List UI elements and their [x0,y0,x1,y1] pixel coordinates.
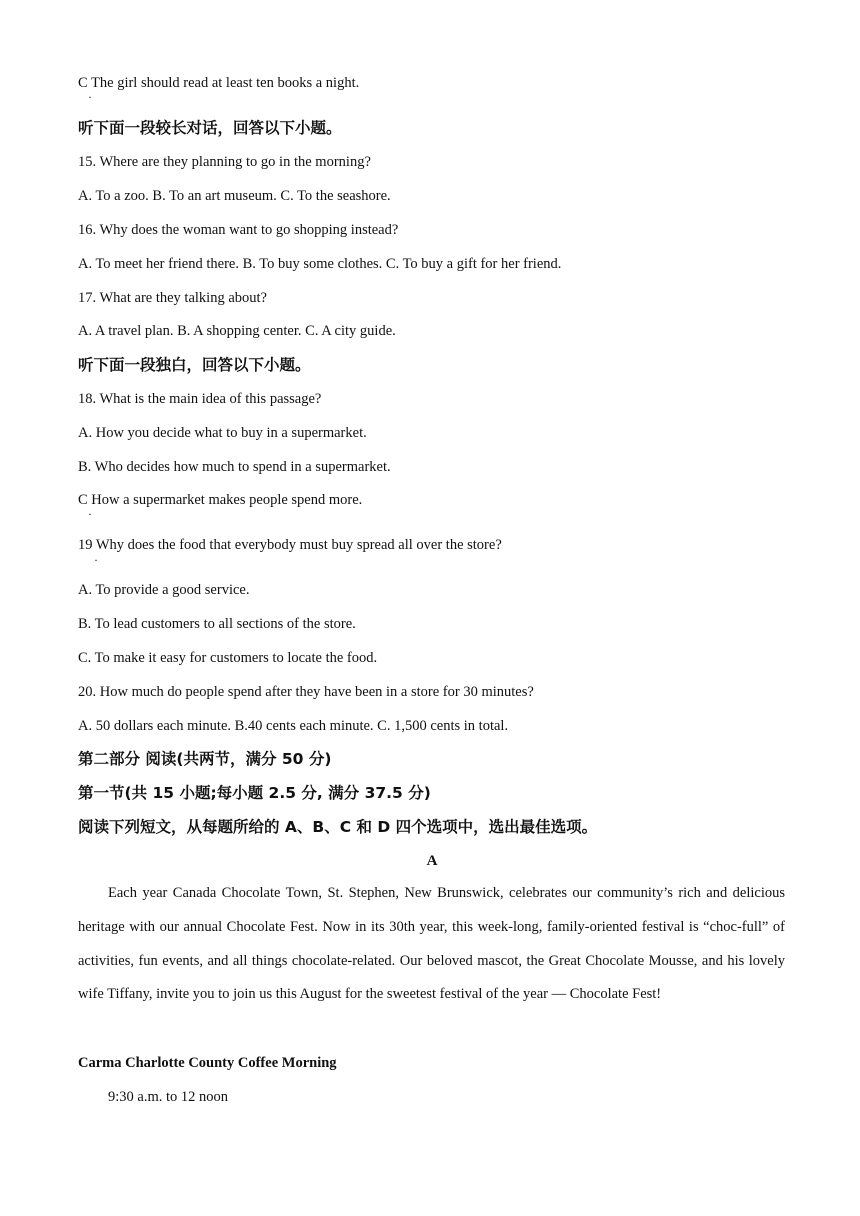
question-19: 19 Why does the food that everybody must buy spread all over the store? [78,537,502,553]
passage-paragraph [78,877,785,1012]
option-18-a: A. How you decide what to buy in a supermarket. [78,425,367,441]
question-16: 16. Why does the woman want to go shopping instead? [78,222,399,238]
section-heading-dialogue: 听下面一段较长对话，回答以下小题。 [78,119,342,137]
question-20: 20. How much do people spend after they have been in a store for 30 minutes? [78,684,534,700]
question-18: 18. What is the main idea of this passage? [78,391,322,407]
part-two-heading: 第二部分 阅读(共两节，满分 50 分) [78,750,332,768]
question-17: 17. What are they talking about? [78,290,267,306]
passage-paragraph-text: Each year Canada Chocolate Town, St. Stephen, New Brunswick, celebrates our community’s rich and delicious heritage with our annual Chocolate Fest. Now in its 30th year, this week-long, family-oriented festival is “choc-full” of activities, fun events, and all things chocolate-related. Our beloved mascot, the Great Chocolate Mousse, and his lovely wife Tiffany, invite you to join us this August for the sweetest festival of the year — Chocolate Fest! [78,885,785,1003]
dot-mark: · [88,507,92,521]
option-19-b: B. To lead customers to all sections of the store. [78,616,356,632]
dot-mark: · [88,90,92,104]
dot-mark: · [94,553,98,567]
options-17: A. A travel plan. B. A shopping center. C. A city guide. [78,323,396,339]
section-one-heading: 第一节(共 15 小题;每小题 2.5 分, 满分 37.5 分) [78,784,431,802]
options-15: A. To a zoo. B. To an art museum. C. To the seashore. [78,188,391,204]
option-18-c: C How a supermarket makes people spend more. [78,492,363,508]
section-heading-monologue: 听下面一段独白，回答以下小题。 [78,356,311,374]
option-18-b: B. Who decides how much to spend in a supermarket. [78,459,391,475]
instructions-heading: 阅读下列短文，从每题所给的 A、B、C 和 D 四个选项中，选出最佳选项。 [78,818,598,836]
event-time: 9:30 a.m. to 12 noon [108,1089,229,1105]
options-16: A. To meet her friend there. B. To buy some clothes. C. To buy a gift for her friend. [78,256,562,272]
passage-label: A [426,853,438,869]
event-title: Carma Charlotte County Coffee Morning [78,1055,337,1071]
option-19-c: C. To make it easy for customers to locate the food. [78,650,378,666]
question-15: 15. Where are they planning to go in the morning? [78,154,371,170]
options-20: A. 50 dollars each minute. B.40 cents each minute. C. 1,500 cents in total. [78,718,509,734]
option-c-line: C The girl should read at least ten books a night. [78,75,360,91]
option-19-a: A. To provide a good service. [78,582,250,598]
